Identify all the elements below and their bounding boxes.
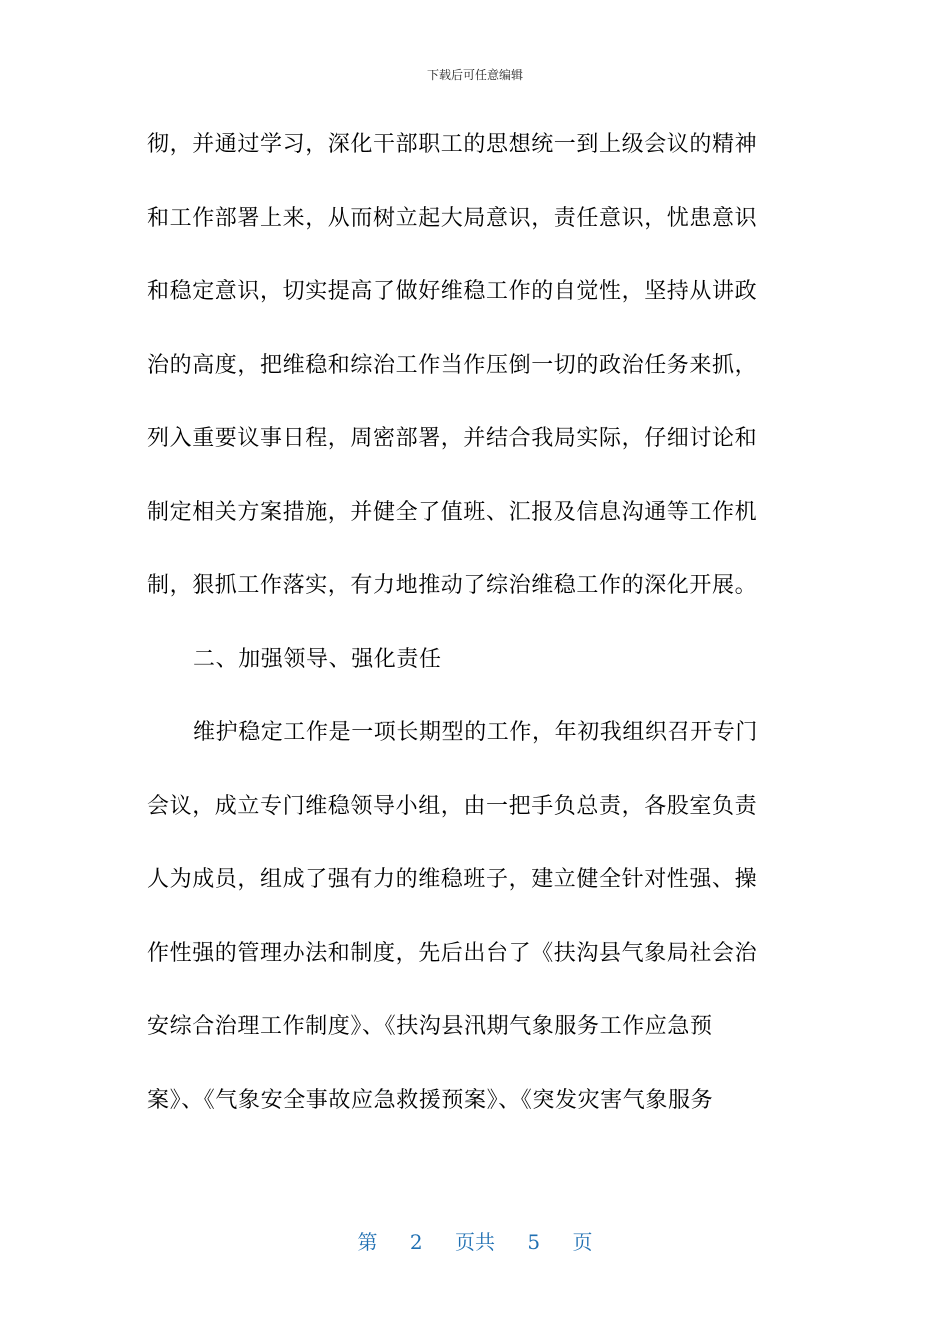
header-note: 下载后可任意编辑 [426, 68, 523, 82]
body-line: 案》、《气象安全事故应急救援预案》、《突发灾害气象服务 [147, 1087, 714, 1113]
body-line: 彻，并通过学习，深化干部职工的思想统一到上级会议的精神 [147, 132, 758, 157]
body-line: 制，狠抓工作落实，有力地推动了综治维稳工作的深化开展。 [147, 573, 758, 598]
body-line: 维护稳定工作是一项长期型的工作，年初我组织召开专门 [193, 720, 759, 745]
body-line: 制定相关方案措施，并健全了值班、汇报及信息沟通等工作机 [147, 499, 758, 525]
body-line: 列入重要议事日程，周密部署，并结合我局实际，仔细讨论和 [147, 426, 758, 451]
body-line: 作性强的管理办法和制度，先后出台了《扶沟县气象局社会治 [147, 940, 758, 966]
body-line: 安综合治理工作制度》、《扶沟县汛期气象服务工作应急预 [147, 1014, 713, 1039]
page-current-number: 2 [409, 1230, 423, 1254]
page-total-number: 5 [527, 1230, 541, 1254]
body-line: 治的高度，把维稳和综治工作当作压倒一切的政治任务来抓， [147, 352, 758, 378]
body-line: 和稳定意识，切实提高了做好维稳工作的自觉性，坚持从讲政 [147, 279, 758, 304]
section-heading: 二、加强领导、强化责任 [193, 646, 442, 672]
page-label-suffix: 页 [572, 1230, 593, 1254]
body-line: 和工作部署上来，从而树立起大局意识，责任意识，忧患意识 [147, 205, 758, 231]
body-line: 人为成员，组成了强有力的维稳班子，建立健全针对性强、操 [147, 867, 758, 892]
body-line: 会议，成立专门维稳领导小组，由一把手负总责，各股室负责 [147, 793, 758, 819]
page-label-middle: 页共 [455, 1230, 495, 1254]
page-label-prefix: 第 [357, 1230, 378, 1254]
document-body [147, 128, 797, 1157]
page-footer [0, 1226, 950, 1255]
